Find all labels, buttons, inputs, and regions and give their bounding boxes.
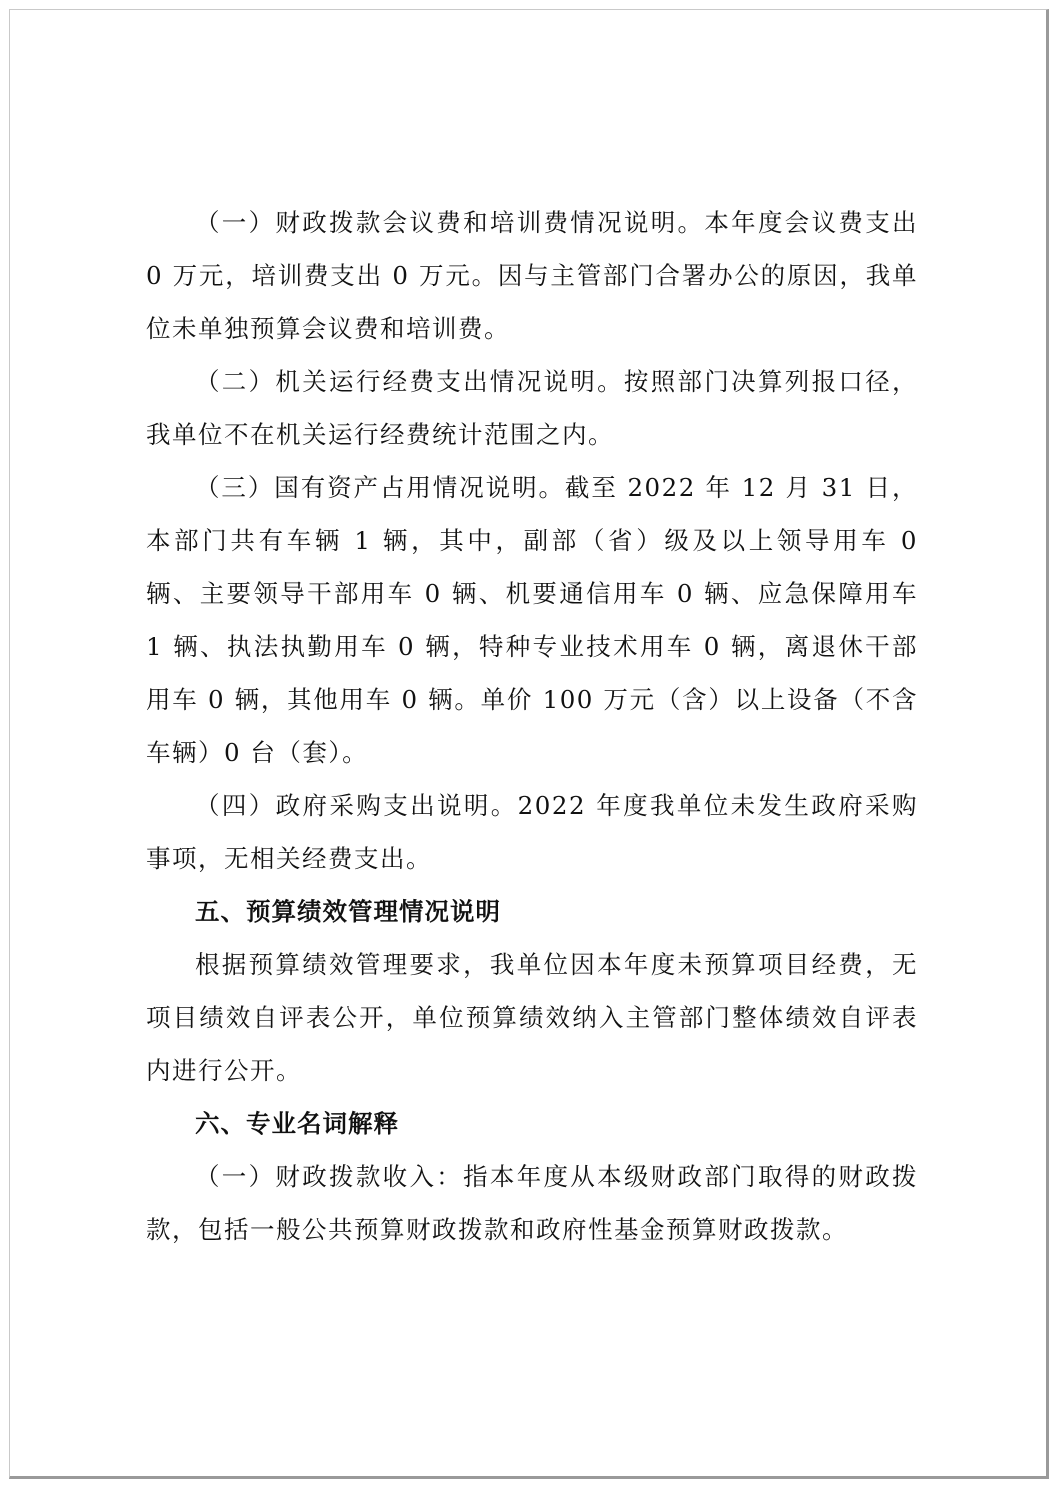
paragraph-meeting-training-fees: （一）财政拨款会议费和培训费情况说明。本年度会议费支出 0 万元，培训费支出 0 万元。因与主管部门合署办公的原因，我单位未单独预算会议费和培训费。 — [146, 208, 918, 343]
paragraph-fiscal-appropriation-income: （一）财政拨款收入：指本年度从本级财政部门取得的财政拨款，包括一般公共预算财政拨款和政府性基金预算财政拨款。 — [146, 1162, 918, 1244]
document-body — [146, 196, 918, 1256]
heading-terminology: 六、专业名词解释 — [195, 1109, 399, 1138]
paragraph-state-assets: （三）国有资产占用情况说明。截至 2022 年 12 月 31 日，本部门共有车辆 1 辆，其中，副部（省）级及以上领导用车 0 辆、主要领导干部用车 0 辆、机要通信用车 0 辆、应急保障用车 1 辆、执法执勤用车 0 辆，特种专业技术用车 0 辆，离退休干部用车 0 辆，其他用车 0 辆。单价 100 万元（含）以上设备（不含车辆）0 台（套）。 — [146, 473, 918, 767]
paragraph-operating-expenses: （二）机关运行经费支出情况说明。按照部门决算列报口径，我单位不在机关运行经费统计范围之内。 — [146, 367, 918, 449]
heading-budget-performance: 五、预算绩效管理情况说明 — [195, 897, 501, 926]
paragraph-budget-performance: 根据预算绩效管理要求，我单位因本年度未预算项目经费，无项目绩效自评表公开，单位预算绩效纳入主管部门整体绩效自评表内进行公开。 — [146, 950, 918, 1085]
paragraph-government-procurement: （四）政府采购支出说明。2022 年度我单位未发生政府采购事项，无相关经费支出。 — [146, 791, 918, 873]
